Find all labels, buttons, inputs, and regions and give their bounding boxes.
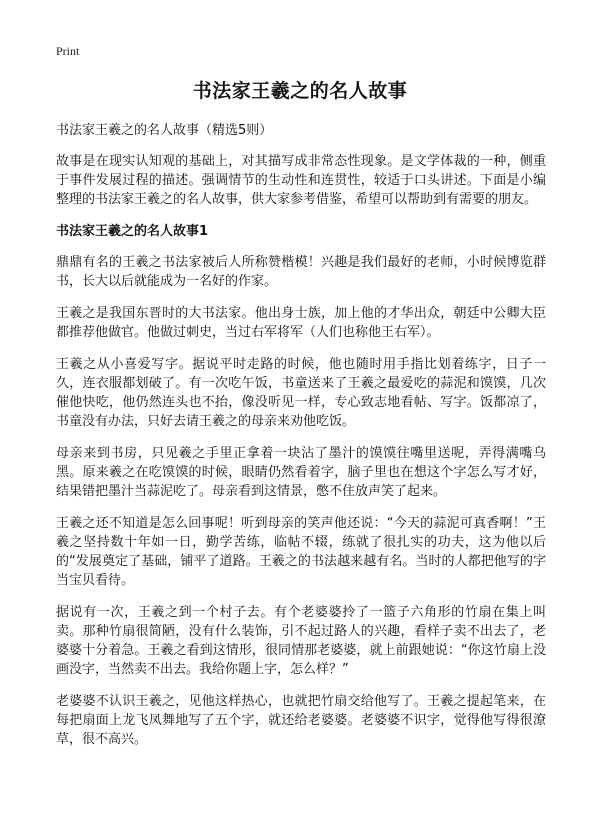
story-paragraph: 据说有一次，王羲之到一个村子去。有个老婆婆拎了一篮子六角形的竹扇在集上叫卖。那种竹扇很简陋，没有什么装饰，引不起过路人的兴趣，看样子卖不出去了，老婆婆十分着急。王羲之看到这情形，很同情那老婆婆，就上前跟她说：“你这竹扇上没画没字，当然卖不出去。我给你题上字，怎么样？” <box>56 605 546 677</box>
story-paragraph: 王羲之是我国东晋时的大书法家。他出身士族，加上他的才华出众，朝廷中公卿大臣都推荐他做官。他做过刺史，当过右军将军（人们也称他王右军）。 <box>56 306 546 340</box>
story-paragraph: 老婆婆不认识王羲之，见他这样热心，也就把竹扇交给他写了。王羲之提起笔来，在每把扇面上龙飞凤舞地写了五个字，就还给老婆婆。老婆婆不识字，觉得他写得很潦草，很不高兴。 <box>56 694 546 747</box>
story-paragraph: 王羲之还不知道是怎么回事呢！听到母亲的笑声他还说：“今天的蒜泥可真香啊！”王羲之坚持数十年如一日，勤学苦练，临帖不辍，练就了很扎实的功夫，这为他以后的“发展奠定了基础，铺平了道路。王羲之的书法越来越有名。当时的人都把他写的字当宝贝看待。 <box>56 516 546 588</box>
story-paragraph: 鼎鼎有名的王羲之书法家被后人所称赞楷模！兴趣是我们最好的老师，小时候博览群书，长大以后就能成为一名好的作家。 <box>56 255 546 289</box>
story-paragraph: 母亲来到书房，只见羲之手里正拿着一块沾了墨汁的馍馍往嘴里送呢，弄得满嘴乌黑。原来羲之在吃馍馍的时候，眼睛仍然看着字，脑子里也在想这个字怎么写才好，结果错把墨汁当蒜泥吃了。母亲看到这情景，憋不住放声笑了起来。 <box>56 446 546 499</box>
print-link[interactable]: Print <box>56 44 80 58</box>
section-heading: 书法家王羲之的名人故事1 <box>56 224 209 239</box>
story-paragraph: 王羲之从小喜爱写字。据说平时走路的时候，他也随时用手指比划着练字，日子一久，连衣服都划破了。有一次吃午饭，书童送来了王羲之最爱吃的蒜泥和馍馍，几次催他快吃，他仍然连头也不抬，像没听见一样，专心致志地看帖、写字。饭都凉了，书童没有办法，只好去请王羲之的母亲来劝他吃饭。 <box>56 357 546 429</box>
article-subtitle: 书法家王羲之的名人故事（精选5则） <box>56 123 273 138</box>
page-title: 书法家王羲之的名人故事 <box>192 80 408 102</box>
article-body <box>56 121 546 762</box>
intro-paragraph: 故事是在现实认知观的基础上，对其描写成非常态性现象。是文学体裁的一种，侧重于事件发展过程的描述。强调情节的生动性和连贯性，较适于口头讲述。下面是小编整理的书法家王羲之的名人故事，供大家参考借鉴，希望可以帮助到有需要的朋友。 <box>56 154 546 207</box>
